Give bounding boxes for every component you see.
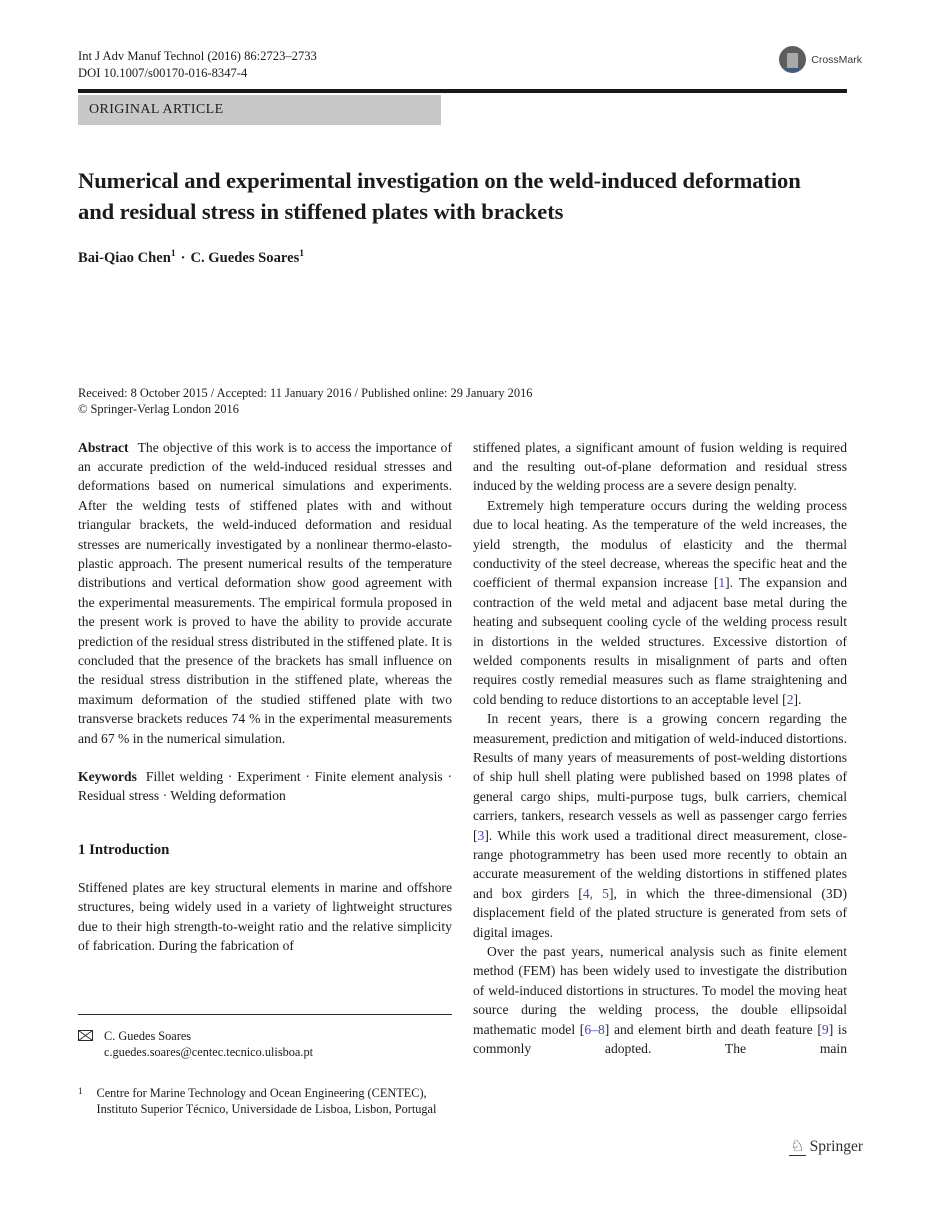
paragraph: In recent years, there is a growing concern regarding the measurement, prediction and mitigation of weld-induced distortions. Results of many years of measurements of post-welding distortions of ship hull shell plating were published based on 1998 plates of general cargo ships, multi-purpose tugs, bulk carriers, chemical carriers, tankers, research vessels as well as passenger cargo ferries [3]. While this work used a traditional direct measurement, close-range photogrammetry has been used more recently to obtain an accurate measurement of the welding distortions in stiffened plates and box girders [4, 5], in which the three-dimensional (3D) displacement field of the plated structure is generated from sets of digital images.	[473, 711, 847, 940]
citation-ref[interactable]: 6–8	[584, 1021, 605, 1037]
dates-line: Received: 8 October 2015 / Accepted: 11 January 2016 / Published online: 29 January 2016	[78, 385, 533, 400]
springer-knight-icon: ♘	[790, 1137, 805, 1155]
introduction-paragraph: Stiffened plates are key structural elements in marine and offshore structures, being widely used in a variety of lightweight structures due to their high strength-to-weight ratio and the relative simplicity of fabrication. During the fabrication of	[78, 879, 452, 954]
crossmark-icon-base	[786, 68, 799, 71]
citation-ref[interactable]: 3	[477, 827, 485, 843]
paragraph: Over the past years, numerical analysis such as finite element method (FEM) has been widely used to investigate the distribution of weld-induced distortions in structures. To model the moving heat source during the welding process, the double ellipsoidal mathematic model [6–8] and element birth and death feature [9] is commonly adopted. The main	[473, 944, 847, 1057]
section-heading-introduction: 1 Introduction	[78, 841, 170, 858]
corresponding-author-email[interactable]: c.guedes.soares@centec.tecnico.ulisboa.pt	[104, 1045, 314, 1059]
left-column	[78, 438, 452, 1118]
abstract-paragraph	[78, 438, 452, 749]
author-affiliation-mark-1: 1	[170, 248, 176, 259]
citation-ref[interactable]: 4, 5	[582, 885, 609, 901]
journal-info	[78, 0, 847, 82]
doi-line: DOI 10.1007/s00170-016-8347-4	[78, 66, 248, 80]
keywords-text: Fillet welding · Experiment · Finite element analysis · Residual stress · Welding deformation	[78, 769, 452, 804]
citation-ref[interactable]: 9	[821, 1021, 829, 1037]
citation-ref[interactable]: 2	[786, 691, 794, 707]
paragraph: stiffened plates, a significant amount of fusion welding is required and the resulting out-of-plane deformation and residual stress induced by the welding process are a severe design penalty.	[473, 439, 847, 494]
crossmark-icon	[779, 46, 806, 73]
publisher-name: Springer	[809, 1138, 863, 1155]
envelope-icon	[78, 1030, 93, 1041]
citation-ref[interactable]: 1	[718, 575, 726, 591]
author-separator: ·	[180, 249, 186, 266]
footnote-rule	[78, 1014, 452, 1015]
body-columns	[78, 438, 847, 1118]
authors-line	[78, 249, 847, 267]
affiliation-text: Centre for Marine Technology and Ocean Engineering (CENTEC), Instituto Superior Técnico, Universidade de Lisboa, Lisbon, Portugal	[96, 1085, 437, 1116]
affiliation	[78, 1085, 452, 1118]
springer-logo	[789, 1138, 863, 1156]
crossmark-icon-inner	[787, 53, 798, 69]
keywords-label: Keywords	[78, 769, 137, 784]
page-title: Numerical and experimental investigation on the weld-induced deformation and residual stress in stiffened plates with brackets	[78, 167, 801, 224]
article-type-label: ORIGINAL ARTICLE	[89, 101, 224, 117]
copyright-line: © Springer-Verlag London 2016	[78, 401, 239, 416]
correspondence	[78, 1028, 452, 1061]
keywords-paragraph	[78, 767, 452, 806]
abstract-text: The objective of this work is to access the importance of an accurate prediction of the weld-induced residual stresses and deformations based on numerical simulations and experiments. After the welding tests of stiffened plates with and without triangular brackets, the weld-induced deformation and residual stresses are numerically investigated by a nonlinear thermo-elasto-plastic approach. The present numerical results of the temperature distributions and vertical deformation show good agreement with the experimental measurements. The empirical formula proposed in the present work is proved to have the ability to provide accurate prediction of the residual stress distributed in the stiffened plate. It is concluded that the presence of the brackets has small influence on the residual stress distribution in the stiffened plate, whereas the maximum deformation of the studied stiffened plate with two transverse brackets reduces 74 % in the experimental measurements and 67 % in the numerical simulation.	[78, 439, 452, 746]
author-affiliation-mark-2: 1	[299, 248, 305, 259]
article-type-banner	[78, 95, 441, 125]
corresponding-author-name: C. Guedes Soares	[104, 1028, 192, 1043]
abstract-label: Abstract	[78, 439, 129, 455]
crossmark-label: CrossMark	[811, 53, 862, 66]
right-column-paragraphs	[473, 438, 847, 1118]
journal-line: Int J Adv Manuf Technol (2016) 86:2723–2733	[78, 49, 317, 63]
crossmark-badge[interactable]	[779, 46, 862, 73]
footnote-block	[78, 1014, 452, 1118]
header-rule	[78, 89, 847, 93]
paragraph: Extremely high temperature occurs during the welding process due to local heating. As the temperature of the weld increases, the yield strength, the modulus of elasticity and the thermal conductivity of the steel decrease, whereas the specific heat and the coefficient of thermal expansion increase [1]. The expansion and contraction of the weld metal and adjacent base metal during the heating and subsequent cooling cycle of the welding process result in distortions in the welded structures. Excessive distortion of welded components results in misalignment of parts and often requires costly remedial measures such as flame straightening and cold bending to reduce distortions to an acceptable level [2].	[473, 497, 847, 707]
author-name-1: Bai-Qiao Chen	[78, 249, 171, 266]
affiliation-mark: 1	[78, 1085, 83, 1096]
publication-dates	[78, 385, 847, 417]
author-name-2: C. Guedes Soares	[190, 249, 300, 266]
